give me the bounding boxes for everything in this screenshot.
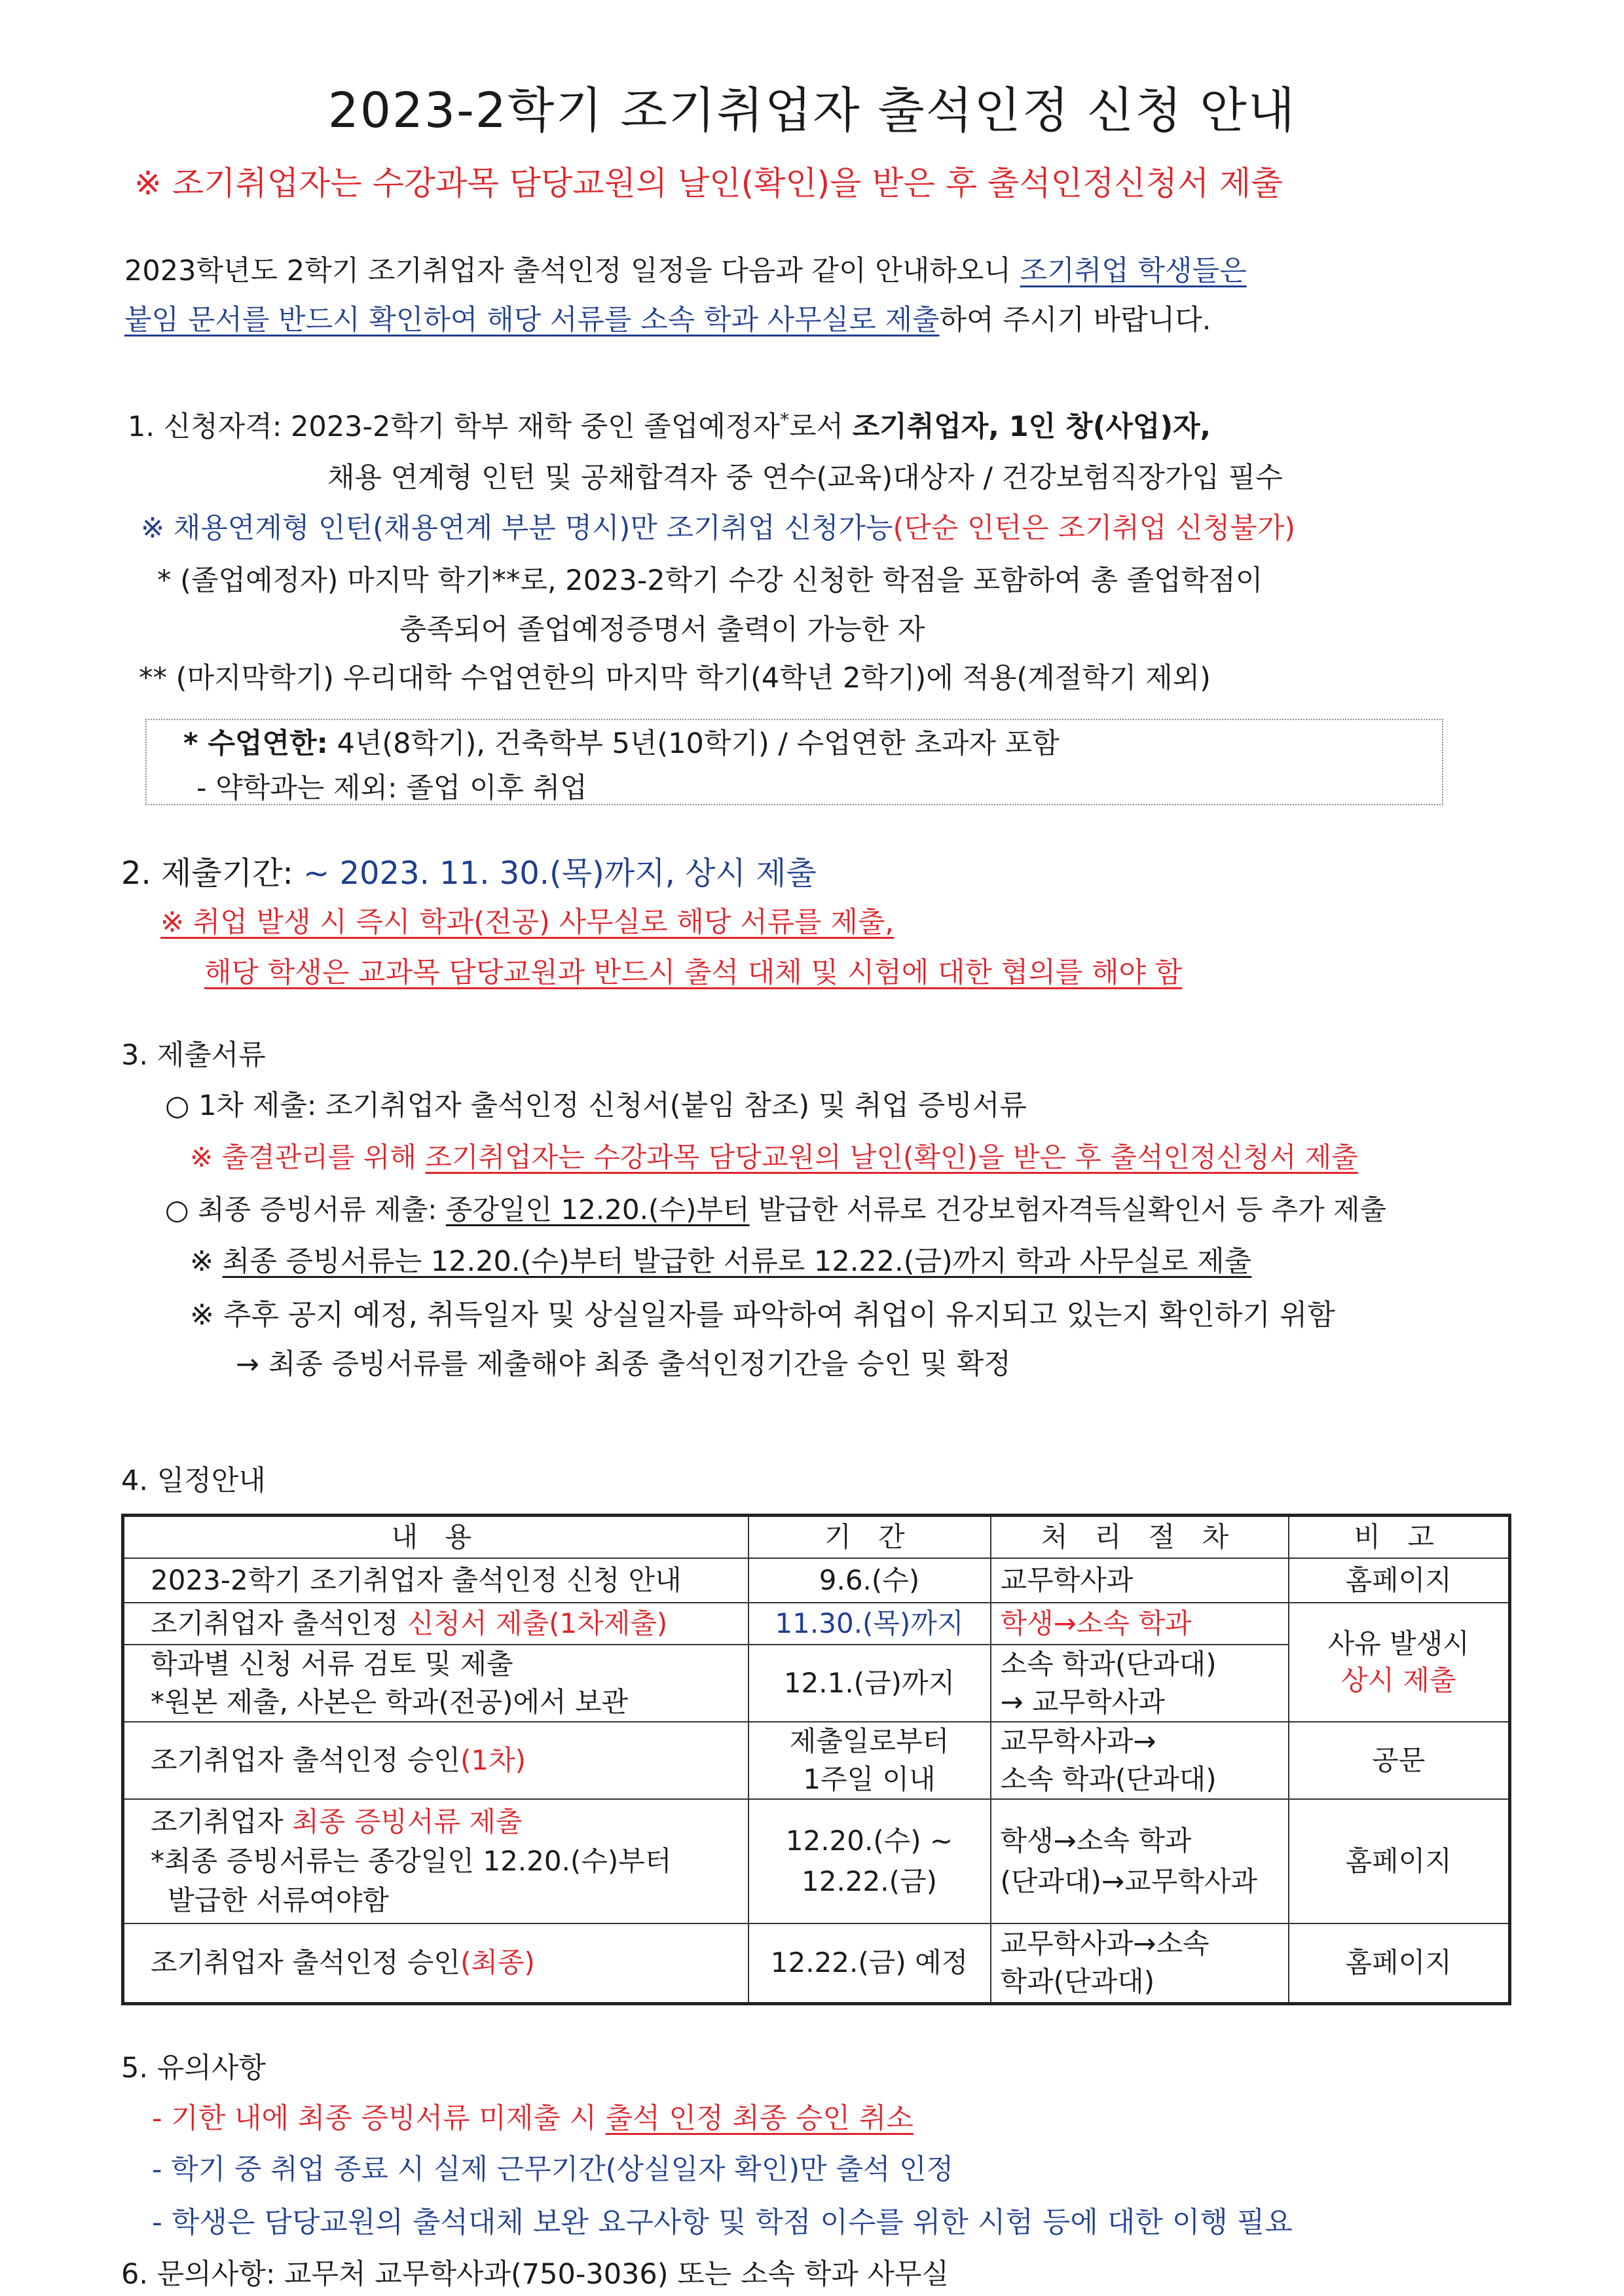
top-notice: ※ 조기취업자는 수강과목 담당교원의 날인(확인)을 받은 후 출석인정신청서 제출 bbox=[134, 164, 1283, 202]
s1-text: 2023-2학기 학부 재학 중인 졸업예정자 bbox=[291, 410, 780, 443]
row2-period: 11.30.(목)까지 bbox=[748, 1603, 991, 1645]
s1-text-b: 로서 bbox=[789, 410, 853, 443]
box-label: * 수업연한: bbox=[183, 727, 328, 760]
box-line-1 bbox=[183, 721, 1060, 761]
intro-highlight: 조기취업 학생들은 bbox=[1020, 255, 1247, 287]
row5-procedure bbox=[991, 1799, 1289, 1923]
s1-bold: 조기취업자, 1인 창(사업)자, bbox=[852, 410, 1211, 443]
row6-note: 홈페이지 bbox=[1289, 1923, 1510, 2003]
table-row bbox=[123, 1603, 1510, 1645]
row1-note: 홈페이지 bbox=[1289, 1558, 1510, 1603]
row5-note: 홈페이지 bbox=[1289, 1799, 1510, 1923]
row4-period bbox=[748, 1722, 991, 1799]
s5-item1-a: - 기한 내에 최종 증빙서류 미제출 시 bbox=[152, 2102, 606, 2135]
intro-text-2: 하여 주시기 바랍니다. bbox=[939, 304, 1211, 337]
header-note: 비 고 bbox=[1289, 1516, 1510, 1559]
section-1-footnote-2: ** (마지막학기) 우리대학 수업연한의 마지막 학기(4학년 2학기)에 적용(계절학기 제외) bbox=[139, 662, 1211, 695]
row4-note: 공문 bbox=[1289, 1722, 1510, 1799]
section-3-item-2-note-1 bbox=[190, 1239, 1251, 1279]
header-procedure: 처 리 절 차 bbox=[991, 1516, 1289, 1559]
box-text: 4년(8학기), 건축학부 5년(10학기) / 수업연한 초과자 포함 bbox=[327, 727, 1060, 760]
row5-content-b: 최종 증빙서류 제출 bbox=[292, 1806, 523, 1838]
row5-proc-b: (단과대)→교무학사과 bbox=[1000, 1865, 1258, 1897]
row5-period bbox=[748, 1799, 991, 1923]
table-row bbox=[123, 1923, 1510, 2003]
row5-content-a: 조기취업자 bbox=[151, 1806, 293, 1838]
s1-note-blue: ※ 채용연계형 인턴(채용연계 부분 명시)만 조기취업 신청가능 bbox=[141, 512, 893, 545]
row4-procedure bbox=[991, 1722, 1289, 1799]
row3-procedure bbox=[991, 1645, 1289, 1722]
row5-proc-a: 학생→소속 학과 bbox=[1000, 1825, 1192, 1857]
row3-content-b: *원본 제출, 사본은 학과(전공)에서 보관 bbox=[151, 1686, 629, 1718]
row2-content-b: 신청서 제출(1차제출) bbox=[407, 1607, 668, 1639]
row23-note bbox=[1289, 1603, 1510, 1722]
row4-content bbox=[123, 1722, 748, 1799]
section-2-value: ~ 2023. 11. 30.(목)까지, 상시 제출 bbox=[303, 855, 817, 892]
intro-line-2 bbox=[124, 298, 1211, 338]
row5-period-a: 12.20.(수) ~ bbox=[785, 1825, 953, 1857]
section-5-item-3: - 학생은 담당교원의 출석대체 보완 요구사항 및 학점 이수를 위한 시험 등에 대한 이행 필요 bbox=[152, 2206, 1293, 2239]
header-period: 기 간 bbox=[748, 1516, 991, 1559]
table-header-row bbox=[123, 1516, 1510, 1559]
row5-content bbox=[123, 1799, 748, 1923]
table-row bbox=[123, 1722, 1510, 1799]
row6-content-b: (최종) bbox=[460, 1946, 535, 1979]
s3-note-b: 조기취업자는 수강과목 담당교원의 날인(확인)을 받은 후 출석인정신청서 제출 bbox=[425, 1141, 1358, 1173]
s2-note1: ※ 취업 발생 시 즉시 학과(전공) 사무실로 해당 서류를 제출, bbox=[160, 906, 895, 939]
row3-proc-b: → 교무학사과 bbox=[1000, 1686, 1165, 1718]
row23-note-b: 상시 제출 bbox=[1340, 1664, 1456, 1696]
row5-period-b: 12.22.(금) bbox=[802, 1865, 937, 1897]
row1-period: 9.6.(수) bbox=[748, 1558, 991, 1603]
table-row bbox=[123, 1558, 1510, 1603]
header-content: 내 용 bbox=[123, 1516, 748, 1559]
s3-item2-c: 발급한 서류로 건강보험자격득실확인서 등 추가 제출 bbox=[749, 1194, 1387, 1226]
section-5-item-1 bbox=[152, 2096, 913, 2136]
section-1-line-2: 채용 연계형 인턴 및 공채합격자 중 연수(교육)대상자 / 건강보험직장가입 필수 bbox=[327, 462, 1283, 494]
s3-item2-a: ○ 최종 증빙서류 제출: bbox=[165, 1194, 446, 1226]
section-5-label: 5. 유의사항 bbox=[121, 2052, 266, 2085]
s3-note-a: ※ 출결관리를 위해 bbox=[190, 1141, 426, 1173]
page-title: 2023-2학기 조기취업자 출석인정 신청 안내 bbox=[327, 82, 1297, 139]
section-2-label: 2. 제출기간: bbox=[121, 855, 303, 892]
row4-period-b: 1주일 이내 bbox=[803, 1763, 936, 1795]
row6-period: 12.22.(금) 예정 bbox=[748, 1923, 991, 2003]
schedule-table bbox=[121, 1514, 1511, 2005]
s5-item1-b: 출석 인정 최종 승인 취소 bbox=[605, 2102, 913, 2135]
section-2-note-1 bbox=[160, 900, 894, 940]
row6-proc-a: 교무학사과→소속 bbox=[1000, 1927, 1209, 1960]
section-3-item-2-note-2: ※ 추후 공지 예정, 취득일자 및 상실일자를 파악하여 취업이 유지되고 있는지 확인하기 위함 bbox=[190, 1298, 1335, 1332]
row4-content-a: 조기취업자 출석인정 승인 bbox=[151, 1744, 460, 1776]
section-3-item-2 bbox=[165, 1188, 1386, 1228]
section-3-item-1: ○ 1차 제출: 조기취업자 출석인정 신청서(붙임 참조) 및 취업 증빙서류 bbox=[165, 1089, 1027, 1122]
row4-proc-a: 교무학사과→ bbox=[1000, 1725, 1156, 1757]
section-2-note-2 bbox=[204, 951, 1182, 991]
section-3-label: 3. 제출서류 bbox=[121, 1039, 266, 1072]
row2-content bbox=[123, 1603, 748, 1645]
row3-content bbox=[123, 1645, 748, 1722]
s1-star: * bbox=[780, 409, 789, 431]
s3-item2-b: 종강일인 12.20.(수)부터 bbox=[445, 1194, 750, 1226]
s1-note-red: (단순 인턴은 조기취업 신청불가) bbox=[893, 512, 1296, 545]
row23-note-a: 사유 발생시 bbox=[1327, 1628, 1469, 1660]
row2-procedure: 학생→소속 학과 bbox=[991, 1603, 1289, 1645]
section-1-line-1 bbox=[128, 405, 1211, 445]
section-1-footnote-1b: 충족되어 졸업예정증명서 출력이 가능한 자 bbox=[399, 613, 925, 646]
row6-content bbox=[123, 1923, 748, 2003]
section-2-line bbox=[121, 848, 817, 893]
row3-content-a: 학과별 신청 서류 검토 및 제출 bbox=[151, 1648, 513, 1680]
row2-content-a: 조기취업자 출석인정 bbox=[151, 1607, 407, 1639]
section-5-item-2: - 학기 중 취업 종료 시 실제 근무기간(상실일자 확인)만 출석 인정 bbox=[152, 2153, 954, 2186]
section-3-item-2-note-3: → 최종 증빙서류를 제출해야 최종 출석인정기간을 승인 및 확정 bbox=[236, 1348, 1011, 1381]
s2-note2: 해당 학생은 교과목 담당교원과 반드시 출석 대체 및 시험에 대한 협의를 해야 함 bbox=[204, 957, 1183, 989]
row6-content-a: 조기취업자 출석인정 승인 bbox=[151, 1946, 460, 1979]
box-line-2: - 약학과는 제외: 졸업 이후 취업 bbox=[196, 772, 587, 805]
row1-procedure: 교무학사과 bbox=[991, 1558, 1289, 1603]
intro-highlight-2: 붙임 문서를 반드시 확인하여 해당 서류를 소속 학과 사무실로 제출 bbox=[124, 304, 940, 337]
row5-content-d: 발급한 서류여야함 bbox=[168, 1884, 389, 1916]
section-6-line: 6. 문의사항: 교무처 교무학사과(750-3036) 또는 소속 학과 사무실 bbox=[121, 2258, 950, 2291]
table-row bbox=[123, 1799, 1510, 1923]
row6-proc-b: 학과(단과대) bbox=[1000, 1965, 1155, 1998]
row1-content: 2023-2학기 조기취업자 출석인정 신청 안내 bbox=[123, 1558, 748, 1603]
s3-n1-b: 최종 증빙서류는 12.20.(수)부터 발급한 서류로 12.22.(금)까지 학과 사무실로 제출 bbox=[222, 1245, 1252, 1278]
s3-n1-a: ※ bbox=[190, 1245, 223, 1278]
section-4-label: 4. 일정안내 bbox=[121, 1465, 266, 1497]
section-3-item-1-note bbox=[190, 1136, 1358, 1175]
row5-content-c: *최종 증빙서류는 종강일인 12.20.(수)부터 bbox=[151, 1845, 672, 1877]
intro-text: 2023학년도 2학기 조기취업자 출석인정 일정을 다음과 같이 안내하오니 bbox=[124, 255, 1020, 287]
row4-content-b: (1차) bbox=[460, 1744, 526, 1776]
intro-line-1 bbox=[124, 249, 1247, 289]
row4-period-a: 제출일로부터 bbox=[789, 1725, 950, 1757]
row4-proc-b: 소속 학과(단과대) bbox=[1000, 1763, 1217, 1795]
section-1-label: 1. 신청자격: bbox=[128, 410, 291, 443]
row3-proc-a: 소속 학과(단과대) bbox=[1000, 1648, 1217, 1680]
section-1-note bbox=[141, 506, 1295, 546]
row3-period: 12.1.(금)까지 bbox=[748, 1645, 991, 1722]
section-1-footnote-1: * (졸업예정자) 마지막 학기**로, 2023-2학기 수강 신청한 학점을 포함하여 총 졸업학점이 bbox=[157, 564, 1263, 597]
row6-procedure bbox=[991, 1923, 1289, 2003]
